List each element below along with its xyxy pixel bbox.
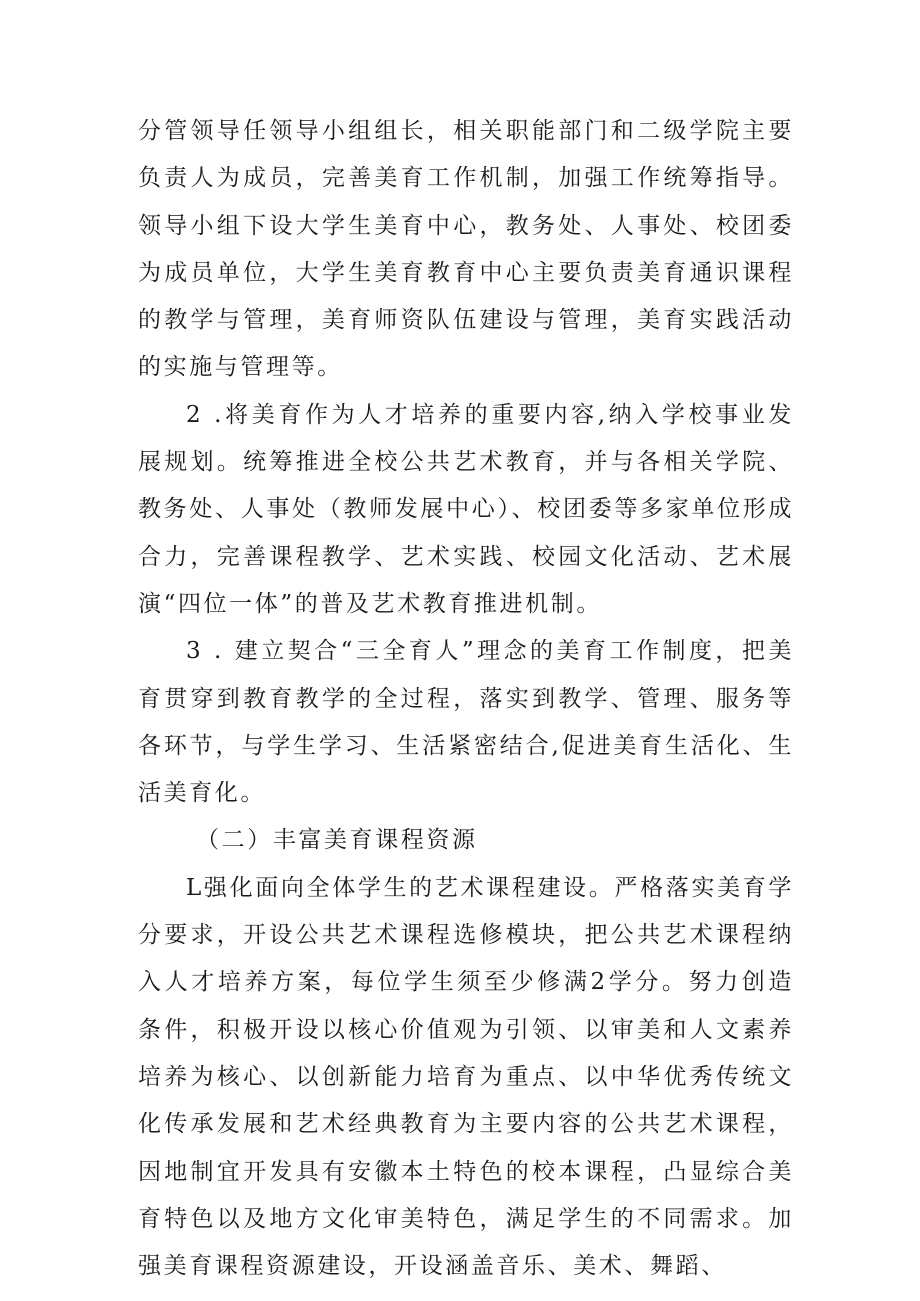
paragraph-item-l: L强化面向全体学生的艺术课程建设。严格落实美育学分要求，开设公共艺术课程选修模块，把公共艺术课程纳入人才培养方案，每位学生须至少修满2学分。努力创造条件，积极开设以核心价值观为引领、以审美和人文素养培养为核心、以创新能力培育为重点、以中华优秀传统文化传承发展和艺术经典教育为主要内容的公共艺术课程，因地制宜开发具有安徽本土特色的校本课程，凸显综合美育特色以及地方文化审美特色，满足学生的不同需求。加强美育课程资源建设，开设涵盖音乐、美术、舞蹈、 xyxy=(138,874,794,1280)
paragraph-leadership-group: 分管领导任领导小组组长，相关职能部门和二级学院主要负责人为成员，完善美育工作机制，加强工作统筹指导。领导小组下设大学生美育中心，教务处、人事处、校团委为成员单位，大学生美育教育中心主要负责美育通识课程的教学与管理，美育师资队伍建设与管理，美育实践活动的实施与管理等。 xyxy=(138,118,794,381)
paragraph-item-3: 3 . 建立契合“三全育人”理念的美育工作制度，把美育贯穿到教育教学的全过程，落实到教学、管理、服务等各环节，与学生学习、生活紧密结合,促进美育生活化、生活美育化。 xyxy=(138,638,794,807)
paragraph-item-2: 2 .将美育作为人才培养的重要内容,纳入学校事业发展规划。统筹推进全校公共艺术教育，并与各相关学院、教务处、人事处（教师发展中心）、校团委等多家单位形成合力，完善课程教学、艺术实践、校园文化活动、艺术展演“四位一体”的普及艺术教育推进机制。 xyxy=(138,401,794,617)
section-heading: （二）丰富美育课程资源 xyxy=(196,827,478,854)
document-body xyxy=(138,108,794,1290)
